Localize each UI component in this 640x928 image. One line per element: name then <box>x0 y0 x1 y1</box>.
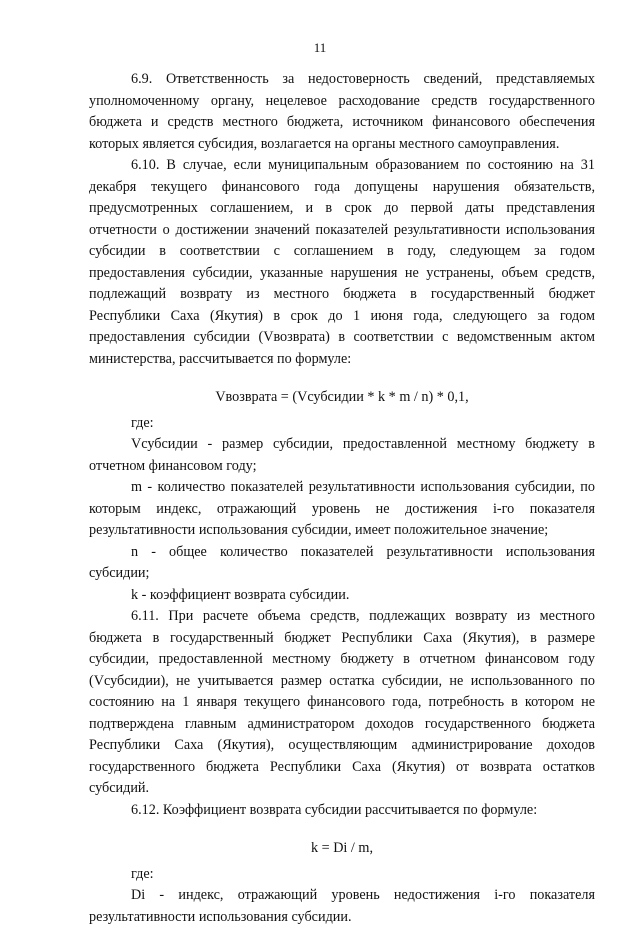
paragraph-6-11: 6.11. При расчете объема средств, подлежащих возврату из местного бюджета в государственный бюджет Республики Саха (Якутия), в размере субсидии, предоставленной местному бюджету в отчетном финансовом году (Vсубсидии), не учитывается размер остатка субсидии, не использованного по состоянию на 1 января текущего финансового года, потребность в котором не подтверждена главным администратором доходов государственного бюджета Республики Саха (Якутия), осуществляющим администрирование доходов государственного бюджета Республики Саха (Якутия) от возврата остатков субсидий. <box>89 608 595 796</box>
definition-n: n - общее количество показателей результативности использования субсидии; <box>89 543 595 581</box>
document-body <box>89 69 595 928</box>
definition-m: m - количество показателей результативности использования субсидии, по которым индекс, отражающий уровень не достижения i-го показателя результативности использования субсидии, имеет положительное значение; <box>89 479 595 538</box>
definition-k: k - коэффициент возврата субсидии. <box>131 586 350 603</box>
paragraph-6-9: 6.9. Ответственность за недостоверность сведений, представляемых уполномоченному органу, нецелевое расходование средств государственного бюджета и средств местного бюджета, источником финансового обеспечения которых является субсидия, возлагается на органы местного самоуправления. <box>89 71 595 152</box>
where-label: где: <box>131 414 154 431</box>
definition-di: Di - индекс, отражающий уровень недостижения i-го показателя результативности использования субсидии. <box>89 887 595 925</box>
definition-v-subsidy: Vсубсидии - размер субсидии, предоставленной местному бюджету в отчетном финансовом году; <box>89 436 595 474</box>
where-label-2: где: <box>131 865 154 882</box>
paragraph-6-10: 6.10. В случае, если муниципальным образованием по состоянию на 31 декабря текущего финансового года допущены нарушения обязательств, предусмотренных соглашением, и в срок до первой даты представления отчетности о достижении значений показателей результативности использования субсидии в соответствии с соглашением в году, следующем за годом предоставления субсидии, указанные нарушения не устранены, объем средств, подлежащий возврату из местного бюджета в государственный бюджет Республики Саха (Якутия) в срок до 1 июня года, следующего за годом предоставления субсидии (Vвозврата) в соответствии с ведомственным актом министерства, рассчитывается по формуле: <box>89 157 595 367</box>
page-number: 11 <box>313 40 327 55</box>
formula-coefficient: k = Di / m, <box>311 840 373 856</box>
formula-return-amount: Vвозврата = (Vсубсидии * k * m / n) * 0,1, <box>215 389 469 405</box>
paragraph-6-12: 6.12. Коэффициент возврата субсидии рассчитывается по формуле: <box>131 801 538 818</box>
